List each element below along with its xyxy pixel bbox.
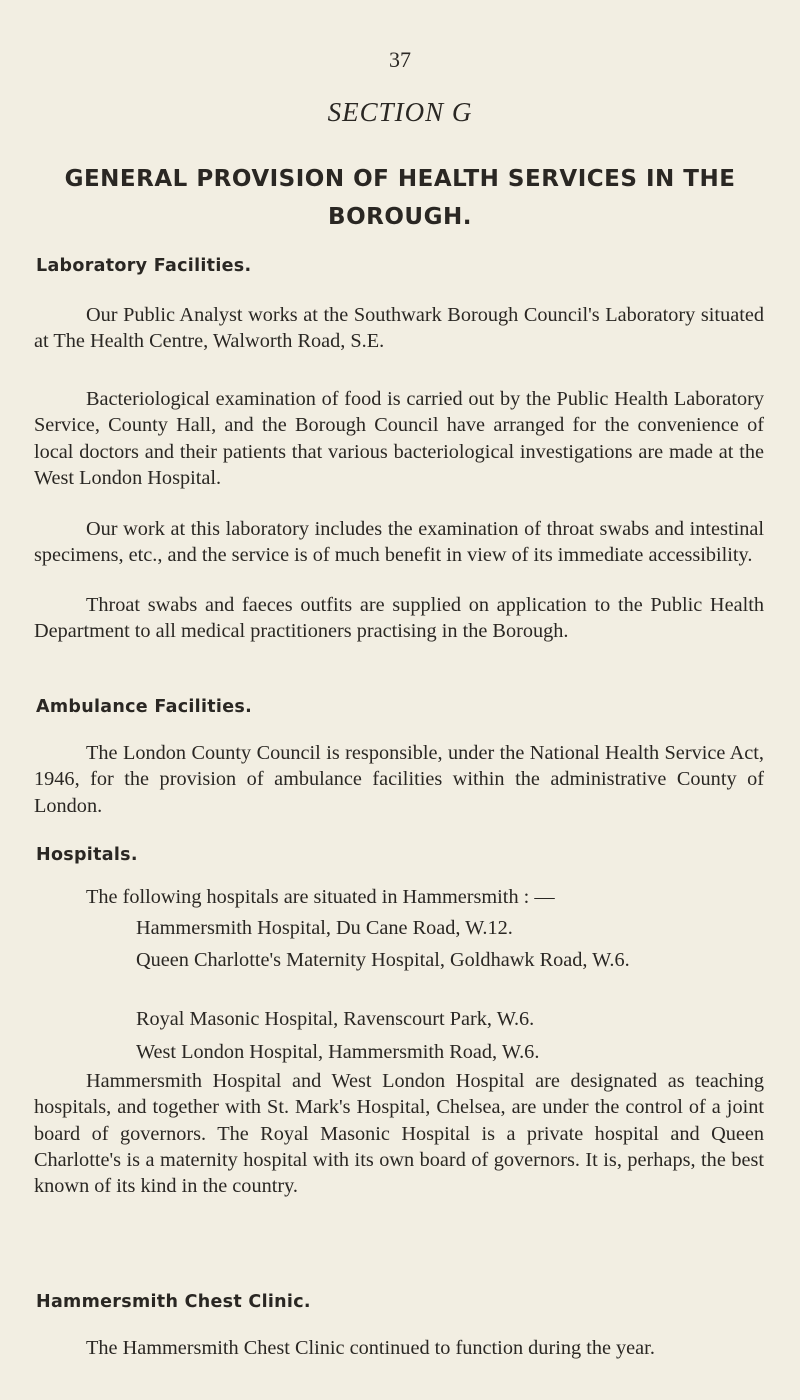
hospital-list-item: West London Hospital, Hammersmith Road, W.6. — [136, 1041, 540, 1063]
hospitals-heading: Hospitals. — [36, 845, 138, 865]
laboratory-paragraph-4: Throat swabs and faeces outfits are supplied on application to the Public Health Department to all medical practitioners practising in the Borough. — [34, 594, 764, 643]
hospital-list-item: Queen Charlotte's Maternity Hospital, Goldhawk Road, W.6. — [136, 949, 630, 971]
ambulance-paragraph-1: The London County Council is responsible, under the National Health Service Act, 1946, for the provision of ambulance facilities within the administrative County of London. — [34, 742, 764, 817]
chest-clinic-heading: Hammersmith Chest Clinic. — [36, 1292, 311, 1312]
page-number: 37 — [389, 47, 411, 72]
hospital-list-item: Hammersmith Hospital, Du Cane Road, W.12. — [136, 917, 513, 939]
laboratory-paragraph-1: Our Public Analyst works at the Southwark Borough Council's Laboratory situated at The Health Centre, Walworth Road, S.E. — [34, 304, 764, 353]
laboratory-heading: Laboratory Facilities. — [36, 256, 252, 276]
main-heading: GENERAL PROVISION OF HEALTH SERVICES IN THE BOROUGH. — [64, 166, 736, 230]
hospital-list-item: Royal Masonic Hospital, Ravenscourt Park, W.6. — [136, 1008, 535, 1030]
section-title: SECTION G — [327, 97, 473, 127]
hospitals-intro: The following hospitals are situated in Hammersmith : — — [86, 886, 555, 908]
laboratory-paragraph-3: Our work at this laboratory includes the examination of throat swabs and intestinal specimens, etc., and the service is of much benefit in view of its immediate accessibility. — [34, 518, 764, 567]
ambulance-heading: Ambulance Facilities. — [36, 697, 253, 717]
chest-clinic-paragraph-1: The Hammersmith Chest Clinic continued to function during the year. — [86, 1337, 655, 1359]
laboratory-paragraph-2: Bacteriological examination of food is carried out by the Public Health Laboratory Service, County Hall, and the Borough Council have arranged for the convenience of local doctors and their patients that various bacteriological investigations are made at the West London Hospital. — [34, 388, 764, 489]
hospitals-closing-paragraph: Hammersmith Hospital and West London Hospital are designated as teaching hospitals, and together with St. Mark's Hospital, Chelsea, are under the control of a joint board of governors. The Royal Masonic Hospital is a private hospital and Queen Charlotte's is a maternity hospital with its own board of governors. It is, perhaps, the best known of its kind in the country. — [34, 1070, 764, 1198]
